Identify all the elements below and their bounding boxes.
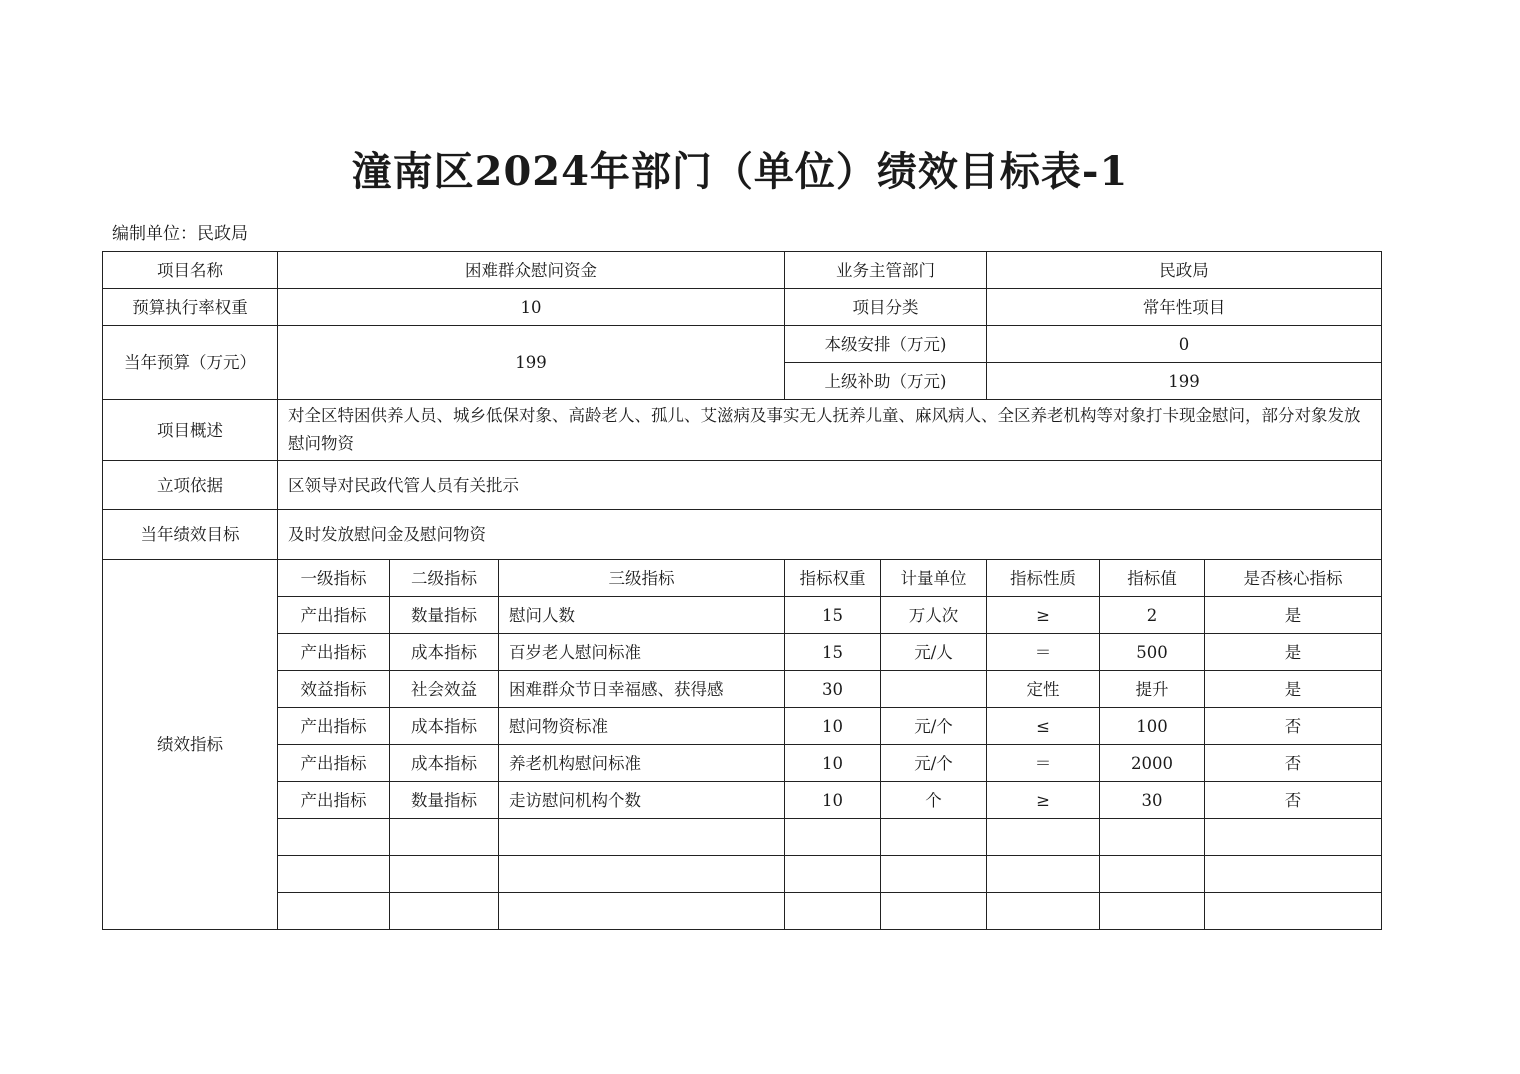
basis-label: 立项依据 <box>103 461 278 510</box>
indicator-cell: 是 <box>1205 671 1382 708</box>
indicator-cell <box>278 893 390 930</box>
indicator-cell <box>1100 856 1205 893</box>
indicator-cell <box>390 856 499 893</box>
indicator-cell: 500 <box>1100 634 1205 671</box>
indicator-cell: 个 <box>881 782 987 819</box>
indicator-cell <box>390 893 499 930</box>
indicator-cell: 万人次 <box>881 597 987 634</box>
weight-label: 预算执行率权重 <box>103 289 278 326</box>
indicator-cell: 30 <box>1100 782 1205 819</box>
overview-value: 对全区特困供养人员、城乡低保对象、高龄老人、孤儿、艾滋病及事实无人抚养儿童、麻风病人、全区养老机构等对象打卡现金慰问，部分对象发放慰问物资 <box>278 400 1382 461</box>
indicator-cell: 效益指标 <box>278 671 390 708</box>
indicator-cell: 成本指标 <box>390 634 499 671</box>
indicator-cell <box>1205 819 1382 856</box>
indicator-cell: ≤ <box>987 708 1100 745</box>
indicator-cell: 10 <box>785 782 881 819</box>
indicator-cell <box>278 856 390 893</box>
table-row <box>103 510 1382 560</box>
header-cell: 二级指标 <box>390 560 499 597</box>
indicator-cell: 产出指标 <box>278 782 390 819</box>
indicator-cell: 社会效益 <box>390 671 499 708</box>
indicator-cell: 10 <box>785 745 881 782</box>
indicator-cell: 产出指标 <box>278 745 390 782</box>
indicator-cell <box>499 893 785 930</box>
indicator-cell: 提升 <box>1100 671 1205 708</box>
budget-label: 当年预算（万元） <box>103 326 278 400</box>
indicator-cell <box>881 893 987 930</box>
category-label: 项目分类 <box>785 289 987 326</box>
indicator-cell <box>278 819 390 856</box>
indicator-cell: 15 <box>785 597 881 634</box>
overview-label: 项目概述 <box>103 400 278 461</box>
indicator-cell: 是 <box>1205 634 1382 671</box>
indicator-cell: 否 <box>1205 745 1382 782</box>
indicator-row <box>103 856 1382 893</box>
table-row <box>103 252 1382 289</box>
indicator-label: 绩效指标 <box>103 560 278 930</box>
indicator-cell: 元/个 <box>881 708 987 745</box>
indicator-cell: ＝ <box>987 745 1100 782</box>
indicator-cell <box>390 819 499 856</box>
category-value: 常年性项目 <box>987 289 1382 326</box>
indicator-cell <box>987 893 1100 930</box>
indicator-row <box>103 671 1382 708</box>
indicator-cell: 数量指标 <box>390 597 499 634</box>
indicator-cell <box>987 819 1100 856</box>
table-row <box>103 461 1382 510</box>
indicator-row <box>103 782 1382 819</box>
indicator-cell <box>1205 893 1382 930</box>
indicator-cell <box>881 671 987 708</box>
table-row <box>103 289 1382 326</box>
indicator-cell: 数量指标 <box>390 782 499 819</box>
indicator-cell <box>881 819 987 856</box>
indicator-cell: 产出指标 <box>278 708 390 745</box>
indicator-cell <box>785 819 881 856</box>
header-cell: 是否核心指标 <box>1205 560 1382 597</box>
indicator-cell <box>499 856 785 893</box>
indicator-cell: 10 <box>785 708 881 745</box>
indicator-cell: 定性 <box>987 671 1100 708</box>
table-row <box>103 326 1382 363</box>
header-cell: 三级指标 <box>499 560 785 597</box>
indicator-row <box>103 819 1382 856</box>
header-cell: 指标权重 <box>785 560 881 597</box>
indicator-cell: 慰问人数 <box>499 597 785 634</box>
upper-label: 上级补助（万元) <box>785 363 987 400</box>
local-value: 0 <box>987 326 1382 363</box>
header-cell: 指标性质 <box>987 560 1100 597</box>
indicator-cell <box>785 856 881 893</box>
goal-value: 及时发放慰问金及慰问物资 <box>278 510 1382 560</box>
indicator-cell: 2000 <box>1100 745 1205 782</box>
goal-label: 当年绩效目标 <box>103 510 278 560</box>
header-cell: 计量单位 <box>881 560 987 597</box>
indicator-cell: 产出指标 <box>278 597 390 634</box>
indicator-cell: 走访慰问机构个数 <box>499 782 785 819</box>
indicator-row <box>103 597 1382 634</box>
compiling-unit: 编制单位：民政局 <box>112 224 248 244</box>
upper-value: 199 <box>987 363 1382 400</box>
indicator-cell: 慰问物资标准 <box>499 708 785 745</box>
performance-table <box>102 251 1382 930</box>
indicator-cell: 元/人 <box>881 634 987 671</box>
header-cell: 指标值 <box>1100 560 1205 597</box>
indicator-cell: ＝ <box>987 634 1100 671</box>
indicator-cell <box>785 893 881 930</box>
page-title: 潼南区2024年部门（单位）绩效目标表-1 <box>351 148 1129 195</box>
indicator-cell: 成本指标 <box>390 708 499 745</box>
indicator-cell: 15 <box>785 634 881 671</box>
indicator-cell <box>499 819 785 856</box>
indicator-cell: 否 <box>1205 708 1382 745</box>
indicator-cell: 产出指标 <box>278 634 390 671</box>
indicator-row <box>103 634 1382 671</box>
weight-value: 10 <box>278 289 785 326</box>
indicator-cell <box>1205 856 1382 893</box>
indicator-cell: 百岁老人慰问标准 <box>499 634 785 671</box>
indicator-cell <box>1100 893 1205 930</box>
indicator-row <box>103 708 1382 745</box>
indicator-cell: 元/个 <box>881 745 987 782</box>
table-row <box>103 400 1382 461</box>
indicator-cell: 是 <box>1205 597 1382 634</box>
indicator-cell: 困难群众节日幸福感、获得感 <box>499 671 785 708</box>
indicator-cell: ≥ <box>987 782 1100 819</box>
indicator-cell <box>987 856 1100 893</box>
indicator-cell: 30 <box>785 671 881 708</box>
indicator-header-row <box>103 560 1382 597</box>
basis-value: 区领导对民政代管人员有关批示 <box>278 461 1382 510</box>
indicator-cell: 成本指标 <box>390 745 499 782</box>
indicator-cell: 2 <box>1100 597 1205 634</box>
project-name-value: 困难群众慰问资金 <box>278 252 785 289</box>
indicator-cell: 否 <box>1205 782 1382 819</box>
header-cell: 一级指标 <box>278 560 390 597</box>
dept-label: 业务主管部门 <box>785 252 987 289</box>
project-name-label: 项目名称 <box>103 252 278 289</box>
dept-value: 民政局 <box>987 252 1382 289</box>
indicator-cell: 100 <box>1100 708 1205 745</box>
indicator-cell <box>1100 819 1205 856</box>
indicator-cell: 养老机构慰问标准 <box>499 745 785 782</box>
indicator-cell <box>881 856 987 893</box>
indicator-row <box>103 893 1382 930</box>
indicator-row <box>103 745 1382 782</box>
budget-value: 199 <box>278 326 785 400</box>
indicator-cell: ≥ <box>987 597 1100 634</box>
local-label: 本级安排（万元) <box>785 326 987 363</box>
